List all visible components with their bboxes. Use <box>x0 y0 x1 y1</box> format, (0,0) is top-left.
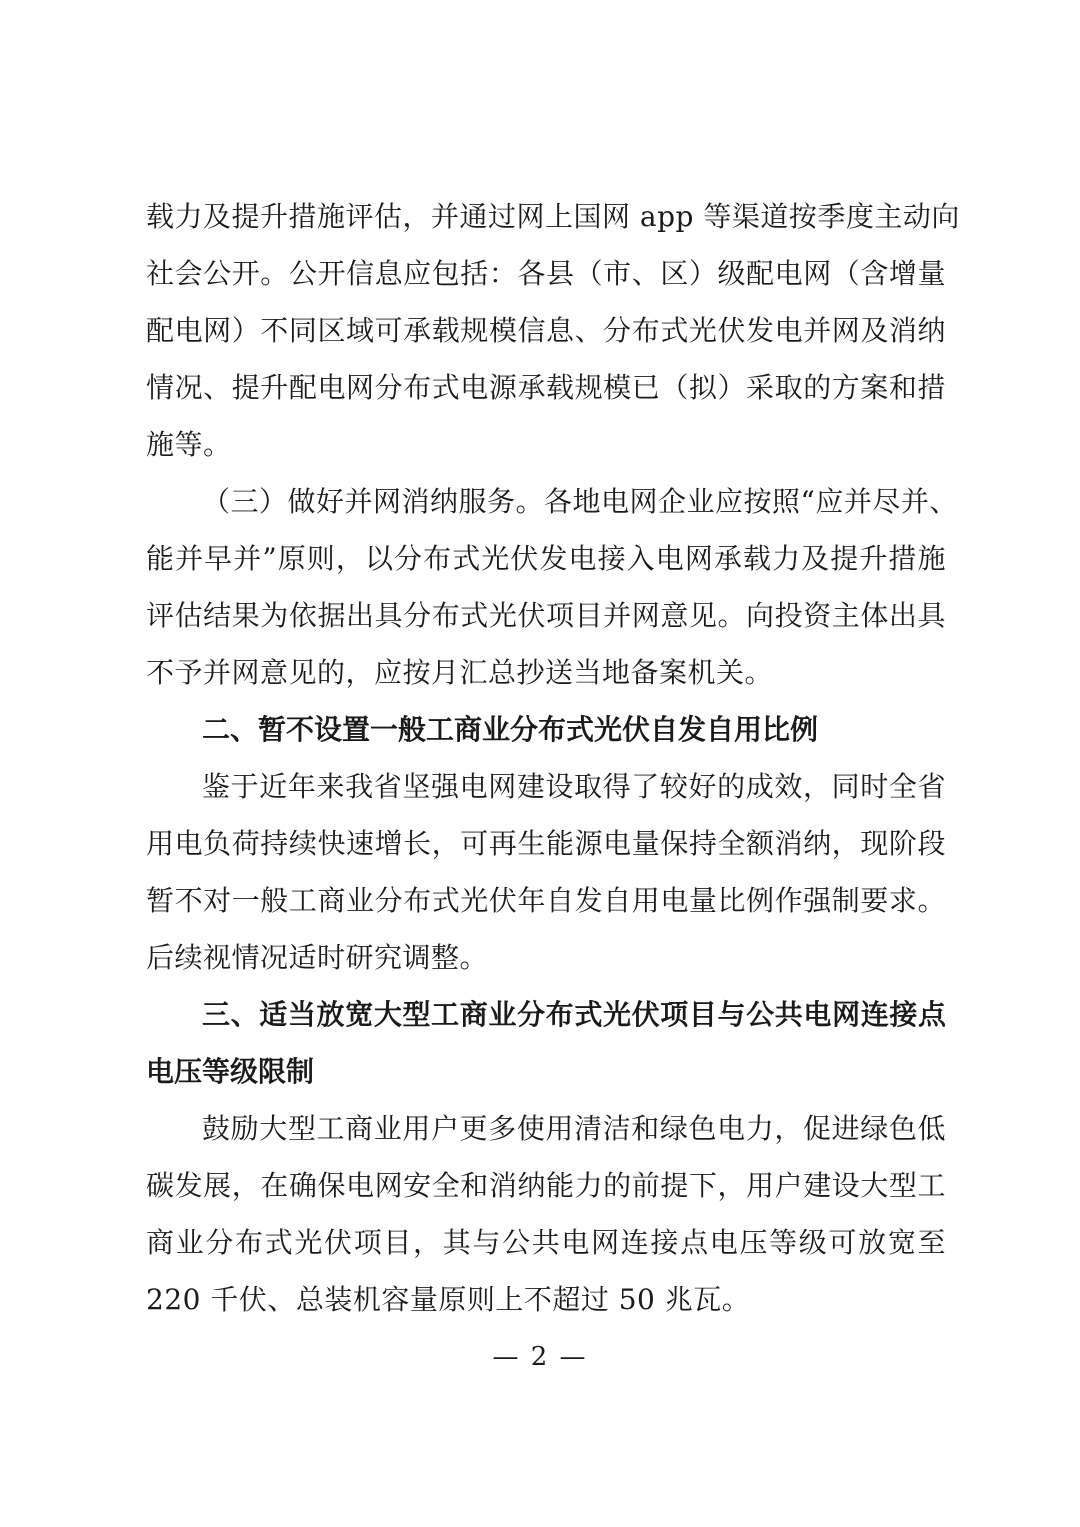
text-line: 碳发展，在确保电网安全和消纳能力的前提下，用户建设大型工 <box>146 1169 946 1202</box>
text-line: 社会公开。公开信息应包括：各县（市、区）级配电网（含增量 <box>146 257 946 290</box>
text-line: 施等。 <box>146 428 232 461</box>
text-line: 暂不对一般工商业分布式光伏年自发自用电量比例作强制要求。 <box>146 884 946 917</box>
heading-line: 二、暂不设置一般工商业分布式光伏自发自用比例 <box>202 713 819 746</box>
text-line: （三）做好并网消纳服务。各地电网企业应按照“应并尽并、 <box>202 485 958 518</box>
text-line: 后续视情况适时研究调整。 <box>146 941 489 974</box>
section-heading <box>146 986 946 1100</box>
text-line: 能并早并”原则，以分布式光伏发电接入电网承载力及提升措施 <box>146 542 946 575</box>
paragraph <box>146 473 958 701</box>
text-line: 评估结果为依据出具分布式光伏项目并网意见。向投资主体出具 <box>146 599 946 632</box>
heading-line: 三、适当放宽大型工商业分布式光伏项目与公共电网连接点 <box>202 998 946 1031</box>
text-line: 鼓励大型工商业用户更多使用清洁和绿色电力，促进绿色低 <box>202 1112 946 1145</box>
section-heading <box>146 701 946 758</box>
text-line: 配电网）不同区域可承载规模信息、分布式光伏发电并网及消纳 <box>146 314 946 347</box>
text-line: 鉴于近年来我省坚强电网建设取得了较好的成效，同时全省 <box>202 770 946 803</box>
text-line: 220 千伏、总装机容量原则上不超过 50 兆瓦。 <box>146 1283 751 1316</box>
text-line: 商业分布式光伏项目，其与公共电网连接点电压等级可放宽至 <box>146 1226 946 1259</box>
paragraph <box>146 758 946 986</box>
document-body <box>146 188 960 1328</box>
paragraph <box>146 1100 946 1328</box>
paragraph <box>146 188 960 473</box>
text-line: 不予并网意见的，应按月汇总抄送当地备案机关。 <box>146 656 774 689</box>
text-line: 用电负荷持续快速增长，可再生能源电量保持全额消纳，现阶段 <box>146 827 946 860</box>
text-line: 情况、提升配电网分布式电源承载规模已（拟）采取的方案和措 <box>146 371 946 404</box>
text-line: 载力及提升措施评估，并通过网上国网 app 等渠道按季度主动向 <box>146 200 960 233</box>
page-number: — 2 — <box>492 1342 588 1372</box>
heading-line: 电压等级限制 <box>146 1055 315 1088</box>
